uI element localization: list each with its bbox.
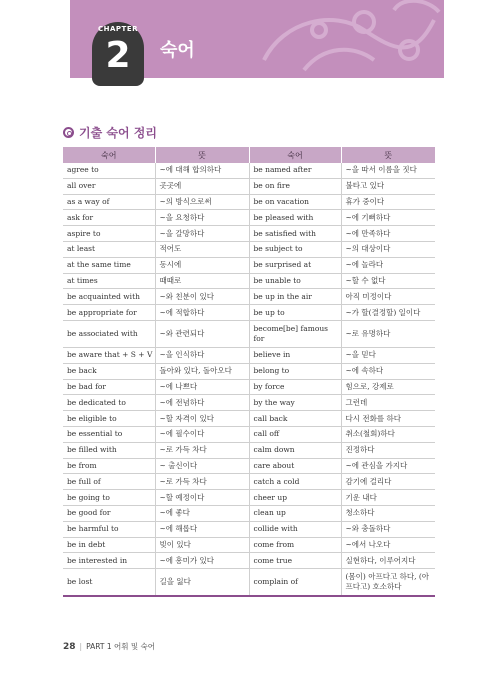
- idiom-cell: collide with: [249, 521, 341, 537]
- meaning-cell: 돌아와 있다, 돌아오다: [155, 363, 249, 379]
- idiom-cell: be filled with: [63, 442, 155, 458]
- table-row: [63, 553, 435, 569]
- idiom-cell: be aware that + S + V: [63, 347, 155, 363]
- meaning-cell: 다시 전화를 하다: [341, 411, 435, 427]
- table-row: [63, 537, 435, 553]
- table-row: [63, 569, 435, 597]
- meaning-cell: ~에 필수이다: [155, 426, 249, 442]
- idiom-cell: at least: [63, 241, 155, 257]
- table-row: [63, 426, 435, 442]
- idiom-cell: cheer up: [249, 490, 341, 506]
- idiom-cell: call off: [249, 426, 341, 442]
- idiom-cell: be associated with: [63, 320, 155, 347]
- idiom-cell: ask for: [63, 210, 155, 226]
- meaning-cell: ~을 갈망하다: [155, 226, 249, 242]
- idiom-cell: calm down: [249, 442, 341, 458]
- page-number: 28: [63, 641, 76, 652]
- table-row: [63, 521, 435, 537]
- idiom-cell: be lost: [63, 569, 155, 597]
- page-footer: [63, 641, 155, 652]
- meaning-cell: ~에 속하다: [341, 363, 435, 379]
- meaning-cell: ~의 방식으로써: [155, 194, 249, 210]
- meaning-cell: ~의 대상이다: [341, 241, 435, 257]
- table-row: [63, 257, 435, 273]
- meaning-cell: ~에 적합하다: [155, 305, 249, 321]
- idiom-cell: be appropriate for: [63, 305, 155, 321]
- idiom-cell: be satisfied with: [249, 226, 341, 242]
- meaning-cell: ~할 수 없다: [341, 273, 435, 289]
- idiom-cell: become[be] famous for: [249, 320, 341, 347]
- meaning-cell: (몸이) 아프다고 하다, (아프다고) 호소하다: [341, 569, 435, 597]
- table-row: [63, 305, 435, 321]
- meaning-cell: ~로 가득 차다: [155, 442, 249, 458]
- meaning-cell: ~할 자격이 있다: [155, 411, 249, 427]
- table-row: [63, 163, 435, 178]
- idiom-cell: be interested in: [63, 553, 155, 569]
- table-row: [63, 411, 435, 427]
- table-header-row: [63, 147, 435, 163]
- meaning-cell: 기운 내다: [341, 490, 435, 506]
- idiom-cell: be acquainted with: [63, 289, 155, 305]
- meaning-cell: 청소하다: [341, 505, 435, 521]
- idiom-cell: be dedicated to: [63, 395, 155, 411]
- header-meaning: 뜻: [155, 147, 249, 163]
- meaning-cell: ~에 나쁘다: [155, 379, 249, 395]
- idiom-cell: be unable to: [249, 273, 341, 289]
- meaning-cell: ~을 따서 이름을 짓다: [341, 163, 435, 178]
- idiom-cell: care about: [249, 458, 341, 474]
- meaning-cell: ~와 관련되다: [155, 320, 249, 347]
- idiom-cell: be in debt: [63, 537, 155, 553]
- idiom-cell: believe in: [249, 347, 341, 363]
- idiom-cell: be up in the air: [249, 289, 341, 305]
- header-idiom: 숙어: [249, 147, 341, 163]
- idiom-cell: aspire to: [63, 226, 155, 242]
- meaning-cell: ~에 전념하다: [155, 395, 249, 411]
- idiom-cell: come true: [249, 553, 341, 569]
- idiom-cell: be harmful to: [63, 521, 155, 537]
- idiom-cell: at the same time: [63, 257, 155, 273]
- table-row: [63, 194, 435, 210]
- meaning-cell: ~을 믿다: [341, 347, 435, 363]
- meaning-cell: ~와 친분이 있다: [155, 289, 249, 305]
- meaning-cell: 힘으로, 강제로: [341, 379, 435, 395]
- idiom-cell: be from: [63, 458, 155, 474]
- idiom-cell: be on fire: [249, 178, 341, 194]
- meaning-cell: ~로 가득 차다: [155, 474, 249, 490]
- meaning-cell: 동시에: [155, 257, 249, 273]
- meaning-cell: ~에 해롭다: [155, 521, 249, 537]
- meaning-cell: 길을 잃다: [155, 569, 249, 597]
- idiom-cell: be named after: [249, 163, 341, 178]
- table-row: [63, 289, 435, 305]
- meaning-cell: ~을 요청하다: [155, 210, 249, 226]
- chapter-number: 2: [105, 35, 131, 76]
- footer-separator: |: [79, 642, 83, 651]
- table-row: [63, 226, 435, 242]
- table-row: [63, 490, 435, 506]
- idiom-cell: be surprised at: [249, 257, 341, 273]
- idiom-cell: catch a cold: [249, 474, 341, 490]
- idiom-cell: at times: [63, 273, 155, 289]
- idiom-cell: be full of: [63, 474, 155, 490]
- idiom-cell: be eligible to: [63, 411, 155, 427]
- table-row: [63, 210, 435, 226]
- table-row: [63, 395, 435, 411]
- table-row: [63, 442, 435, 458]
- idiom-cell: by force: [249, 379, 341, 395]
- meaning-cell: ~에 놀라다: [341, 257, 435, 273]
- table-row: [63, 320, 435, 347]
- meaning-cell: 때때로: [155, 273, 249, 289]
- swirl-decoration-icon: [244, 0, 444, 78]
- meaning-cell: 실현하다, 이루어지다: [341, 553, 435, 569]
- meaning-cell: 취소(철회)하다: [341, 426, 435, 442]
- table-row: [63, 363, 435, 379]
- chapter-title: 숙어: [160, 40, 195, 61]
- table-row: [63, 273, 435, 289]
- idiom-cell: complain of: [249, 569, 341, 597]
- part-label: PART 1 어휘 및 숙어: [86, 642, 156, 651]
- idiom-cell: be back: [63, 363, 155, 379]
- section-title: 기출 숙어 정리: [79, 126, 157, 140]
- header-idiom: 숙어: [63, 147, 155, 163]
- meaning-cell: 아직 미정이다: [341, 289, 435, 305]
- meaning-cell: 그런데: [341, 395, 435, 411]
- meaning-cell: ~할 예정이다: [155, 490, 249, 506]
- meaning-cell: 진정하다: [341, 442, 435, 458]
- meaning-cell: 휴가 중이다: [341, 194, 435, 210]
- idiom-cell: call back: [249, 411, 341, 427]
- table-row: [63, 178, 435, 194]
- meaning-cell: 감기에 걸리다: [341, 474, 435, 490]
- idiom-cell: agree to: [63, 163, 155, 178]
- meaning-cell: ~가 할(결정할) 일이다: [341, 305, 435, 321]
- table-row: [63, 474, 435, 490]
- meaning-cell: ~와 충돌하다: [341, 521, 435, 537]
- meaning-cell: ~ 출신이다: [155, 458, 249, 474]
- idiom-table: [63, 147, 435, 597]
- idiom-cell: be bad for: [63, 379, 155, 395]
- header-meaning: 뜻: [341, 147, 435, 163]
- chapter-badge: [92, 22, 144, 86]
- table-row: [63, 458, 435, 474]
- table-row: [63, 505, 435, 521]
- chapter-label: CHAPTER: [98, 25, 138, 33]
- meaning-cell: ~에 기뻐하다: [341, 210, 435, 226]
- meaning-cell: ~에 흥미가 있다: [155, 553, 249, 569]
- table-row: [63, 241, 435, 257]
- idiom-cell: by the way: [249, 395, 341, 411]
- idiom-cell: be on vacation: [249, 194, 341, 210]
- table-row: [63, 379, 435, 395]
- meaning-cell: 불타고 있다: [341, 178, 435, 194]
- idiom-cell: clean up: [249, 505, 341, 521]
- idiom-cell: be up to: [249, 305, 341, 321]
- meaning-cell: ~에 관심을 가지다: [341, 458, 435, 474]
- idiom-cell: come from: [249, 537, 341, 553]
- meaning-cell: 적어도: [155, 241, 249, 257]
- bullet-circle-icon: [63, 127, 74, 138]
- meaning-cell: ~에 좋다: [155, 505, 249, 521]
- meaning-cell: ~을 인식하다: [155, 347, 249, 363]
- idiom-cell: be going to: [63, 490, 155, 506]
- table-row: [63, 347, 435, 363]
- meaning-cell: ~에 대해 합의하다: [155, 163, 249, 178]
- meaning-cell: ~에서 나오다: [341, 537, 435, 553]
- idiom-cell: be essential to: [63, 426, 155, 442]
- meaning-cell: ~로 유명하다: [341, 320, 435, 347]
- idiom-cell: be good for: [63, 505, 155, 521]
- section-heading: [63, 124, 157, 141]
- idiom-cell: be pleased with: [249, 210, 341, 226]
- meaning-cell: 빚이 있다: [155, 537, 249, 553]
- meaning-cell: 곳곳에: [155, 178, 249, 194]
- idiom-cell: as a way of: [63, 194, 155, 210]
- idiom-cell: belong to: [249, 363, 341, 379]
- meaning-cell: ~에 만족하다: [341, 226, 435, 242]
- idiom-cell: all over: [63, 178, 155, 194]
- idiom-cell: be subject to: [249, 241, 341, 257]
